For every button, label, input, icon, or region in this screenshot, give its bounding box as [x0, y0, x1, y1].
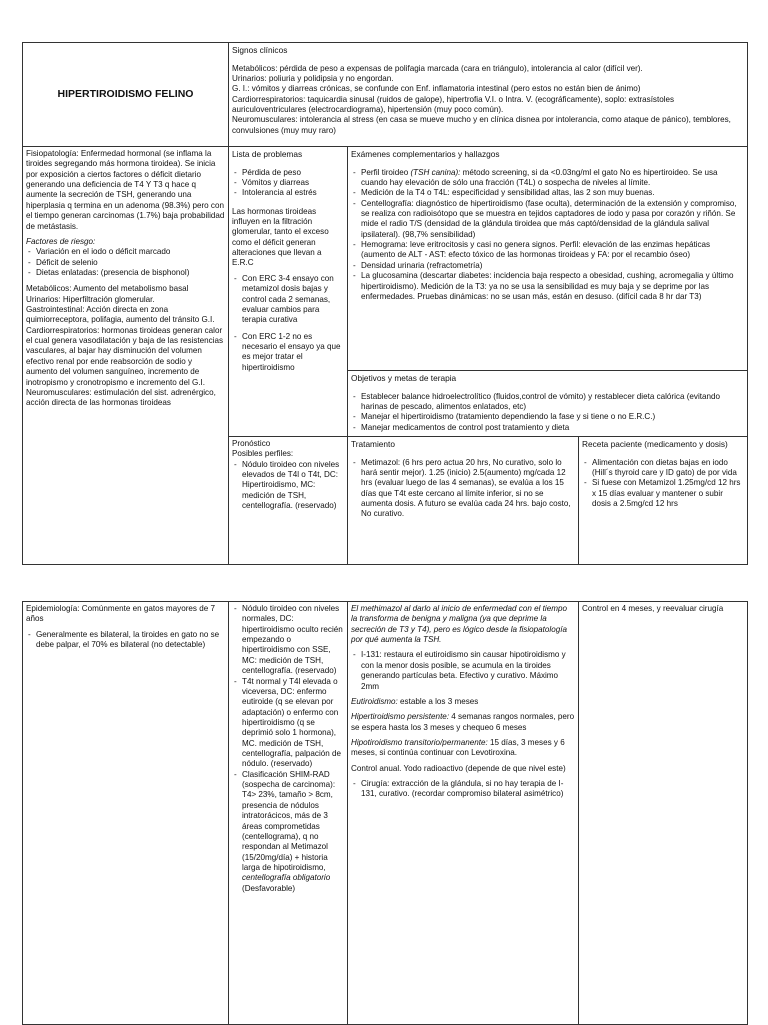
pronostico-sub: Posibles perfiles: — [232, 449, 294, 459]
list-item: - Alimentación con dietas bajas en iodo (Hill´s thyroid care y ID gato) de por vida — [592, 458, 744, 479]
epidem-paragraph: Epidemiología: Comúnmente en gatos mayores de 7 años — [26, 604, 215, 624]
list-item: - Medición de la T4 o T4L: especificidad y sensibilidad altas, las 2 son muy buenas. — [361, 188, 744, 198]
list-item: - Intolerancia al estrés — [242, 188, 344, 198]
fisio-line: Cardiorrespiratorios: hormonas tiroideas generan calor el cual genera vasodilatación y baja de las resistencias vasculares, al bajar hay disminución del volumen efectivo renal por ende reabsorción de sodio y aumento del volumen sanguíneo, incremento de inotropismo y cronotropismo e incremento del G.I. — [26, 325, 224, 387]
signos-line: Urinarios: poliuria y polidipsia y no engordan. — [232, 73, 394, 83]
list-item: - I-131: restaura el eutiroidismo sin causar hipotiroidismo y con la menor dosis posible, se acumula en la tiroides generando partículas beta. Efectivo y curativo. Máximo 2mm — [361, 650, 575, 691]
list-item: - Centellografía: diagnóstico de hipertiroidismo (fase oculta), determinación de la extensión y compromiso, se realiza con radioisótopo que se muestra en tejidos captadores de iodo y pasa por corazón y riñón. Se mide el radio T/S (densidad de la glándula tiroidea que más captó/densidad de la glándula salival ipsilateral). (98,7% sensibilidad) — [361, 199, 744, 240]
pronostico-cell — [229, 437, 348, 565]
list-item: - Perfil tiroideo (TSH canina): método screening, si da <0.03ng/ml el gato No es hipertiroideo. Se usa cuando hay elevación de sólo una fracción (T4L) o sospecha de niveles al límite. — [361, 168, 744, 189]
tratamiento-header: Tratamiento — [351, 439, 395, 449]
list-item: - Manejar medicamentos de control post tratamiento y dieta — [361, 423, 744, 433]
signos-line: Metabólicos: pérdida de peso a expensas de polifagia marcada (cara en triángulo), intolerancia al calor (difícil ver). — [232, 63, 643, 73]
list-item: - Manejar el hipertiroidismo (tratamiento dependiendo la fase y si tiene o no E.R.C.) — [361, 412, 744, 422]
fisio-line: Gastrointestinal: Acción directa en zona quimiorreceptora, polifagia, aumento del tránsito G.I. — [26, 305, 215, 325]
hipotiroidismo-line: Hipotiroidismo transitorio/permanente: 15 días, 3 meses y 6 meses, si continúa continuar con Levotiroxina. — [351, 737, 565, 758]
list-item: - Con ERC 3-4 ensayo con metamizol dosis bajas y control cada 2 semanas, evaluar cambios para terapia curativa — [242, 274, 344, 326]
list-item: - Con ERC 1-2 no es necesario el ensayo ya que es mejor tratar el hipertiroidismo — [242, 332, 344, 373]
signos-cell — [229, 43, 748, 147]
receta-header: Receta paciente (medicamento y dosis) — [582, 439, 728, 449]
list-item: - Metimazol: (6 hrs pero actua 20 hrs, No curativo, solo lo hará sentir mejor). 1.25 (inicio) 2.5(aumento) mg/cada 12 hrs (evaluar luego de las 4 semanas), se evalúa a los 15 días que T4t este cercano al límite inferior, si no se aumenta dosis. A futuro se evalúa cada 24 hrs. bajo costo, No curativo. — [361, 458, 575, 520]
list-item: - Nódulo tiroideo con niveles normales, DC: hipertiroidismo oculto recién empezando o hipertiroidismo con SSE, MC: medición de TSH, centellografía. (reservado) — [242, 604, 344, 677]
tratamiento-cont-cell — [348, 602, 579, 1025]
signos-header: Signos clínicos — [232, 45, 288, 55]
pronostico-cont-cell — [229, 602, 348, 1025]
doc-title: HIPERTIROIDISMO FELINO — [23, 43, 229, 147]
problemas-header: Lista de problemas — [232, 149, 303, 159]
control-cell: Control en 4 meses, y reevaluar cirugía — [579, 602, 748, 1025]
continuation-table — [22, 601, 748, 1025]
list-item: - La glucosamina (descartar diabetes: incidencia baja respecto a obesidad, cushing, acromegalia y último hipertiroidismo). Medición de la T3: ya no se usa la sensibilidad es muy baja y se deprime por las enfermedades. Pruebas dinámicas: no se usan más, están en desuso. (difícil cada 8 hr dar T3) — [361, 271, 744, 302]
list-item: - Generalmente es bilateral, la tiroides en gato no se debe palpar, el 70% es bilateral (no detectable) — [36, 630, 225, 651]
objetivos-header: Objetivos y metas de terapia — [351, 373, 457, 383]
list-item: - Establecer balance hidroelectrolítico (fluidos,control de vómito) y restablecer dieta calórica (evitando harinas de pescado, alimentos enlatados, etc) — [361, 392, 744, 413]
eutiroidismo-line: Eutiroidismo: estable a los 3 meses — [351, 696, 479, 706]
list-item: - Dietas enlatadas: (presencia de bisphonol) — [36, 268, 225, 278]
signos-line: Cardiorrespiratorios: taquicardia sinusal (ruidos de galope), hipertrofia V.I. o Intra. V. (ecográficamente), soplo: extrasístoles auriculoventriculares (electrocardiograma), hipertensión (muy poco común). — [232, 94, 675, 115]
list-item: - Vómitos y diarreas — [242, 178, 344, 188]
tratamiento-cell — [348, 437, 579, 565]
signos-line: G. I.: vómitos y diarreas crónicas, se confunde con Enf. inflamatoria intestinal (pero estos no están bien de ánimo) — [232, 84, 641, 94]
examenes-header: Exámenes complementarios y hallazgos — [351, 149, 500, 159]
list-item: - Déficit de selenio — [36, 258, 225, 268]
list-item: - Clasificación SHIM-RAD (sospecha de carcinoma): T4> 23%, tamaño > 8cm, presencia de nódulos intratorácicos, más de 3 áreas comprometidas (centellograma), q no respondan al Metimazol (15/20mg/día) + historia larga de hipotiroidismo, centellografía obligatorio (Desfavorable) — [242, 770, 344, 894]
hipertiroidismo-line: Hipertiroidismo persistente: 4 semanas rangos normales, pero se espera hasta los 3 meses y chequeo 6 meses — [351, 712, 575, 732]
list-item: - Cirugía: extracción de la glándula, si no hay terapia de I-131, curativo. (recordar compromiso bilateral asimétrico) — [361, 779, 575, 800]
list-item: - Hemograma: leve eritrocitosis y casi no genera signos. Perfil: elevación de las enzimas hepáticas (aumento de ALT - AST: efecto tóxico de las hormonas tiroideas y FA: por el recambio óseo) — [361, 240, 744, 261]
problemas-paragraph: Las hormonas tiroideas influyen en la filtración glomerular, tanto el exceso como el déficit generan alteraciones que llevan a E.R.C — [232, 206, 329, 268]
objetivos-cell — [348, 371, 748, 437]
problemas-cell — [229, 147, 348, 437]
fisiopatologia-cell — [23, 147, 229, 565]
fisio-line: Neuromusculares: estimulación del sist. adrenérgico, acción directa de las hormonas tiroideas — [26, 387, 216, 408]
pronostico-header: Pronóstico — [232, 439, 271, 448]
list-item: - Variación en el iodo o déficit marcado — [36, 247, 225, 257]
list-item: - Pérdida de peso — [242, 168, 344, 178]
fisio-line: Metabólicos: Aumento del metabolismo basal — [26, 284, 189, 294]
fisio-paragraph: Fisiopatología: Enfermedad hormonal (se inflama la tiroides segregando más hormona tiroidea). Se inicia por exposición a ciertos factores o déficit dietario generando una deficiencia de T4 Y T3 q hace q aumente la secreción de TSH, generando una hiperplasia q termina en un adenoma (98.3%) pero con el tiempo generan carcinomas (1.7%) baja probabilidad de metástasis. — [26, 149, 225, 231]
control-line: Control anual. Yodo radioactivo (depende de que nivel este) — [351, 763, 566, 773]
examenes-cell — [348, 147, 748, 371]
list-item: - Densidad urinaria (refractometría) — [361, 261, 744, 271]
list-item: - Nódulo tiroideo con niveles elevados de T4l o T4t, DC: Hipertiroidismo, MC: medición de TSH, centellografía. (reservado) — [242, 460, 344, 512]
receta-cell — [579, 437, 748, 565]
main-table — [22, 42, 748, 565]
signos-line: Neuromusculares: intolerancia al stress (en casa se mueve mucho y en clínica disnea por intolerancia, como ataque de pánico), temblores, convulsiones (muy muy raro) — [232, 115, 731, 135]
list-item: - T4t normal y T4l elevada o viceversa, DC: enfermo eutiroide (q se elevan por adaptación) o enfermo con hipertiroidismo (q se deprimió solo 1 hormona), MC. medición de TSH, centellografía, palpación de nódulo. (reservado) — [242, 677, 344, 770]
list-item: - Si fuese con Metamizol 1.25mg/cd 12 hrs x 15 días evaluar y mantener o subir dosis a 2.5mg/cd 12 hrs — [592, 478, 744, 509]
fisio-line: Urinarios: Hiperfiltración glomerular. — [26, 294, 155, 304]
epidemiologia-cell — [23, 602, 229, 1025]
factores-title: Factores de riesgo: — [26, 236, 96, 246]
methimazol-note: El methimazol al darlo al inicio de enfermedad con el tiempo la transforma de benigna y maligna (ya que deprime la secreción de T3 y T4), pero es lógico desde la fisiopatología por qué aumenta la TSH. — [351, 604, 567, 645]
